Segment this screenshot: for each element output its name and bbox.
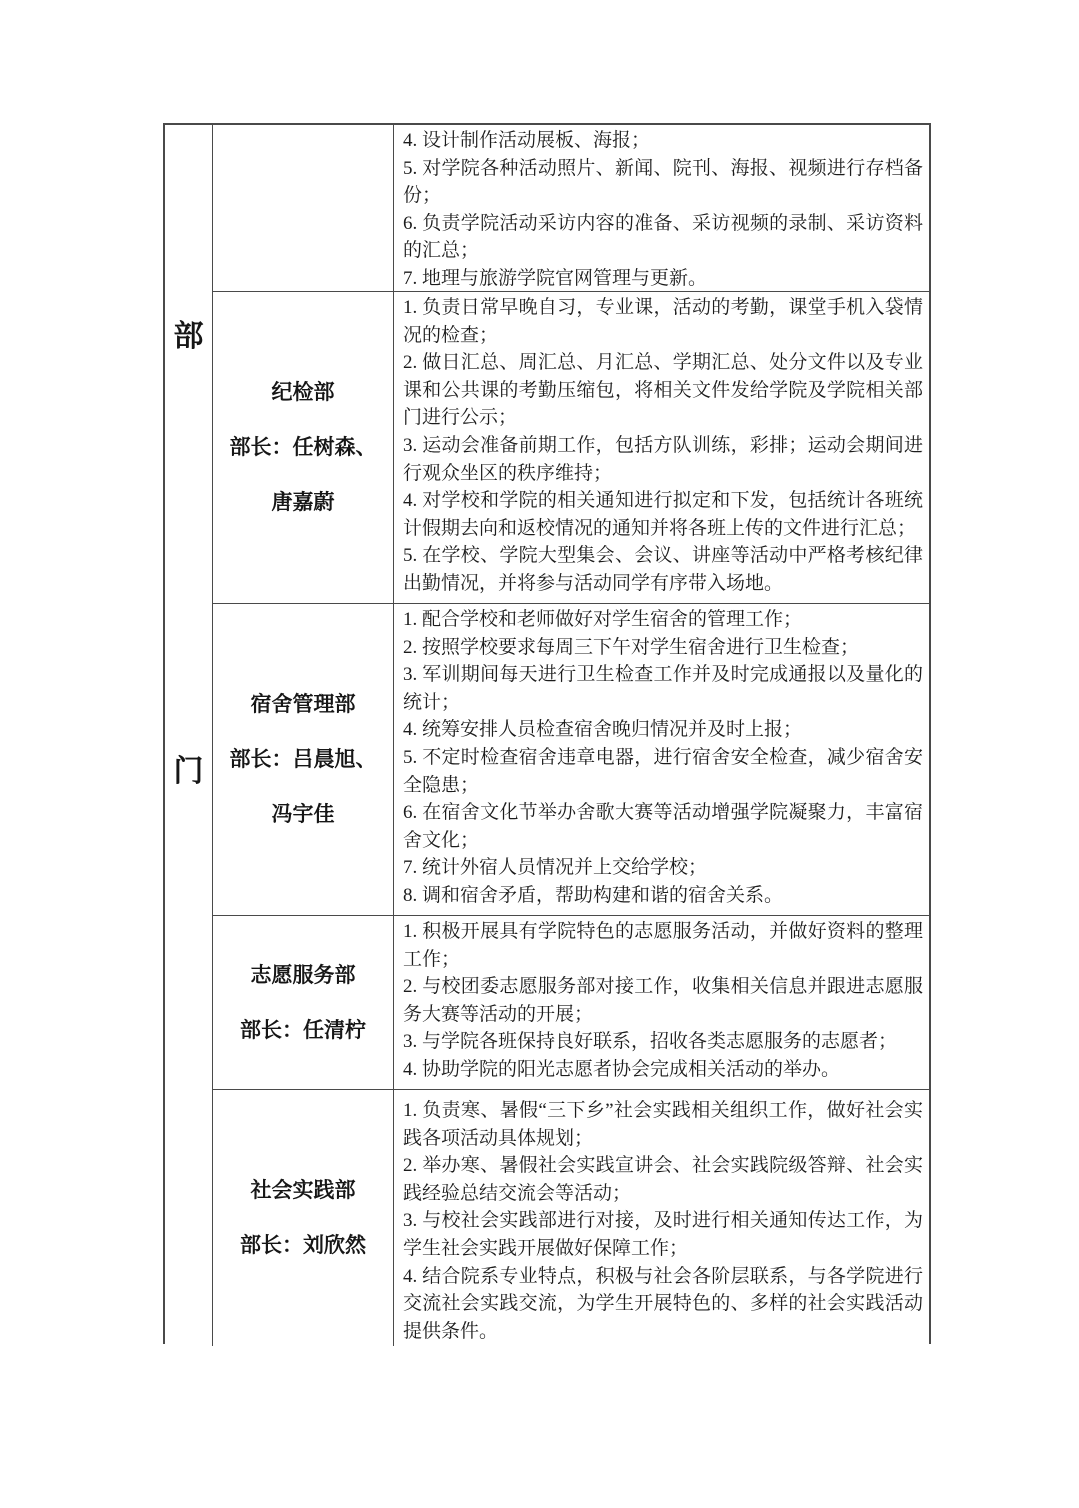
duty-item: 3. 与校社会实践部进行对接，及时进行相关通知传达工作，为学生社会实践开展做好保障工作；	[403, 1210, 923, 1259]
duty-item: 7. 地理与旅游学院官网管理与更新。	[403, 267, 708, 289]
dept-line: 部长：吕晨旭、	[229, 748, 377, 771]
duty-item: 2. 做日汇总、周汇总、月汇总、学期汇总、处分文件以及专业课和公共课的考勤压缩包，将相关文件发给学院及学院相关部门进行公示；	[403, 352, 923, 429]
duty-item: 1. 配合学校和老师做好对学生宿舍的管理工作；	[403, 609, 803, 630]
duty-item: 1. 负责寒、暑假“三下乡”社会实践相关组织工作，做好社会实践各项活动具体规划；	[403, 1100, 923, 1149]
row-header-char-bu: 部	[173, 320, 204, 353]
duty-item: 6. 负责学院活动采访内容的准备、采访视频的录制、采访资料的汇总；	[403, 212, 923, 262]
dept-line: 纪检部	[271, 381, 335, 404]
dept-line: 部长：任清柠	[240, 1018, 366, 1042]
row-header-cell-departments	[165, 125, 213, 1346]
duty-item: 5. 不定时检查宿舍违章电器，进行宿舍安全检查，减少宿舍安全隐患；	[403, 746, 923, 796]
duty-item: 4. 设计制作活动展板、海报；	[403, 130, 651, 151]
duty-item: 1. 负责日常早晚自习，专业课，活动的考勤，课堂手机入袋情况的检查；	[403, 297, 923, 346]
duties-cell-shehui-shijianbu	[394, 1090, 929, 1346]
duty-item: 6. 在宿舍文化节举办舍歌大赛等活动增强学院凝聚力，丰富宿舍文化；	[403, 802, 923, 851]
duty-item: 4. 对学校和学院的相关通知进行拟定和下发，包括统计各班统计假期去向和返校情况的通知并将各班上传的文件进行汇总；	[403, 490, 923, 539]
duty-item: 1. 积极开展具有学院特色的志愿服务活动，并做好资料的整理工作；	[403, 921, 923, 970]
duties-cell-sushe-guanlibu	[394, 604, 929, 916]
dept-cell-zhiyuan-fuwubu	[213, 916, 394, 1090]
dept-cell-shehui-shijianbu	[213, 1090, 394, 1346]
duty-item: 8. 调和宿舍矛盾，帮助构建和谐的宿舍关系。	[403, 884, 784, 906]
dept-line: 志愿服务部	[250, 963, 356, 987]
dept-line: 部长：刘欣然	[240, 1234, 366, 1257]
duty-item: 3. 军训期间每天进行卫生检查工作并及时完成通报以及量化的统计；	[403, 664, 923, 713]
duty-item: 5. 在学校、学院大型集会、会议、讲座等活动中严格考核纪律出勤情况，并将参与活动同学有序带入场地。	[403, 545, 923, 594]
duty-item: 4. 统筹安排人员检查宿舍晚归情况并及时上报；	[403, 719, 803, 741]
dept-line: 宿舍管理部	[250, 693, 356, 716]
duties-cell-row1	[394, 125, 929, 292]
duties-cell-zhiyuan-fuwubu	[394, 916, 929, 1090]
duty-item: 3. 与学院各班保持良好联系，招收各类志愿服务的志愿者；	[403, 1031, 898, 1053]
dept-cell-sushe-guanlibu	[213, 604, 394, 916]
duty-item: 2. 举办寒、暑假社会实践宣讲会、社会实践院级答辩、社会实践经验总结交流会等活动；	[403, 1155, 923, 1204]
dept-line: 部长：任树森、	[229, 436, 377, 459]
duty-item: 4. 结合院系专业特点，积极与社会各阶层联系，与各学院进行交流社会实践交流，为学生开展特色的、多样的社会实践活动提供条件。	[403, 1265, 923, 1342]
duties-cell-jijianbu	[394, 292, 929, 604]
dept-line: 唐嘉蔚	[271, 491, 335, 514]
duty-item: 3. 运动会准备前期工作，包括方队训练，彩排；运动会期间进行观众坐区的秩序维持；	[403, 434, 923, 484]
dept-line: 社会实践部	[250, 1179, 356, 1202]
duty-item: 5. 对学院各种活动照片、新闻、院刊、海报、视频进行存档备份；	[403, 157, 923, 207]
duty-item: 2. 按照学校要求每周三下午对学生宿舍进行卫生检查；	[403, 636, 860, 658]
row-header-char-men: 门	[173, 755, 204, 788]
duty-item: 7. 统计外宿人员情况并上交给学校；	[403, 857, 708, 879]
dept-line: 冯宇佳	[271, 803, 335, 826]
department-table	[163, 123, 931, 1344]
dept-cell-row1	[213, 125, 394, 292]
duty-item: 4. 协助学院的阳光志愿者协会完成相关活动的举办。	[403, 1058, 841, 1080]
dept-cell-jijianbu	[213, 292, 394, 604]
duty-item: 2. 与校团委志愿服务部对接工作，收集相关信息并跟进志愿服务大赛等活动的开展；	[403, 976, 923, 1025]
